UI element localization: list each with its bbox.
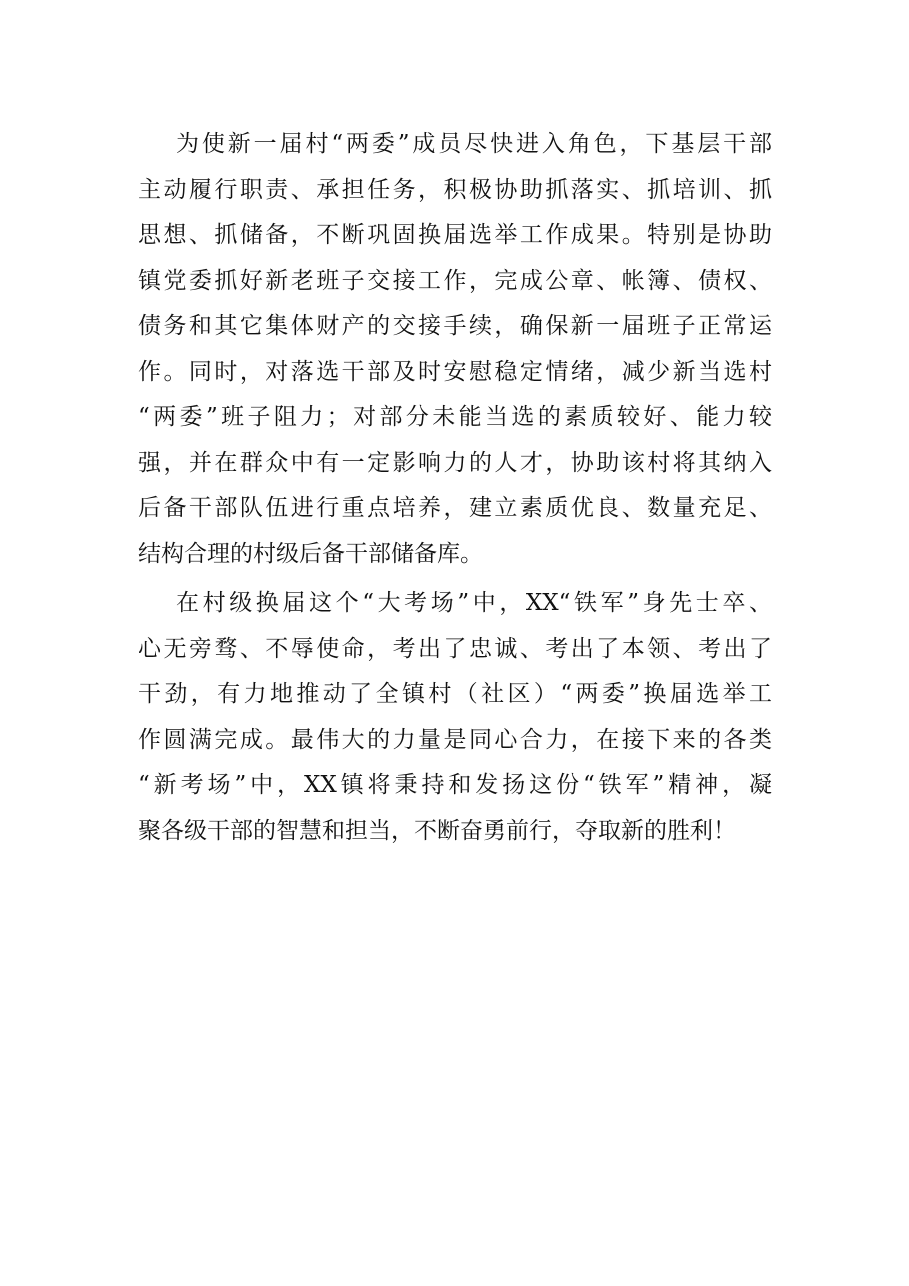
- text-line: 强，并在群众中有一定影响力的人才，协助该村将其纳入: [138, 449, 772, 476]
- text-line: 作。同时，对落选干部及时安慰稳定情绪，减少新当选村: [138, 358, 772, 385]
- text-line: “新考场”中，XX镇将秉持和发扬这份“铁军”精神，凝: [138, 772, 772, 798]
- text-line: 为使新一届村“两委”成员尽快进入角色，下基层干部: [176, 131, 772, 157]
- text-line: 镇党委抓好新老班子交接工作，完成公章、帐簿、债权、: [138, 267, 772, 294]
- text-line: 后备干部队伍进行重点培养，建立素质优良、数量充足、: [138, 495, 772, 521]
- text-line: 主动履行职责、承担任务，积极协助抓落实、抓培训、抓: [138, 176, 772, 203]
- text-line: 在村级换届这个“大考场”中，XX“铁军”身先士卒、: [176, 590, 773, 616]
- paragraph-2: [138, 581, 772, 854]
- paragraph-1: [138, 122, 772, 577]
- text-line: 作圆满完成。最伟大的力量是同心合力，在接下来的各类: [138, 726, 772, 753]
- body-text: [138, 122, 772, 854]
- text-line: 干劲，有力地推动了全镇村（社区）“两委”换届选举工: [138, 681, 772, 707]
- text-line: 结构合理的村级后备干部储备库。: [138, 540, 483, 567]
- text-line: 聚各级干部的智慧和担当，不断奋勇前行，夺取新的胜利！: [138, 817, 736, 844]
- text-line: 债务和其它集体财产的交接手续，确保新一届班子正常运: [138, 313, 772, 339]
- text-line: 思想、抓储备，不断巩固换届选举工作成果。特别是协助: [138, 222, 772, 248]
- text-line: “两委”班子阻力；对部分未能当选的素质较好、能力较: [138, 404, 772, 430]
- text-line: 心无旁骛、不辱使命，考出了忠诚、考出了本领、考出了: [138, 635, 772, 662]
